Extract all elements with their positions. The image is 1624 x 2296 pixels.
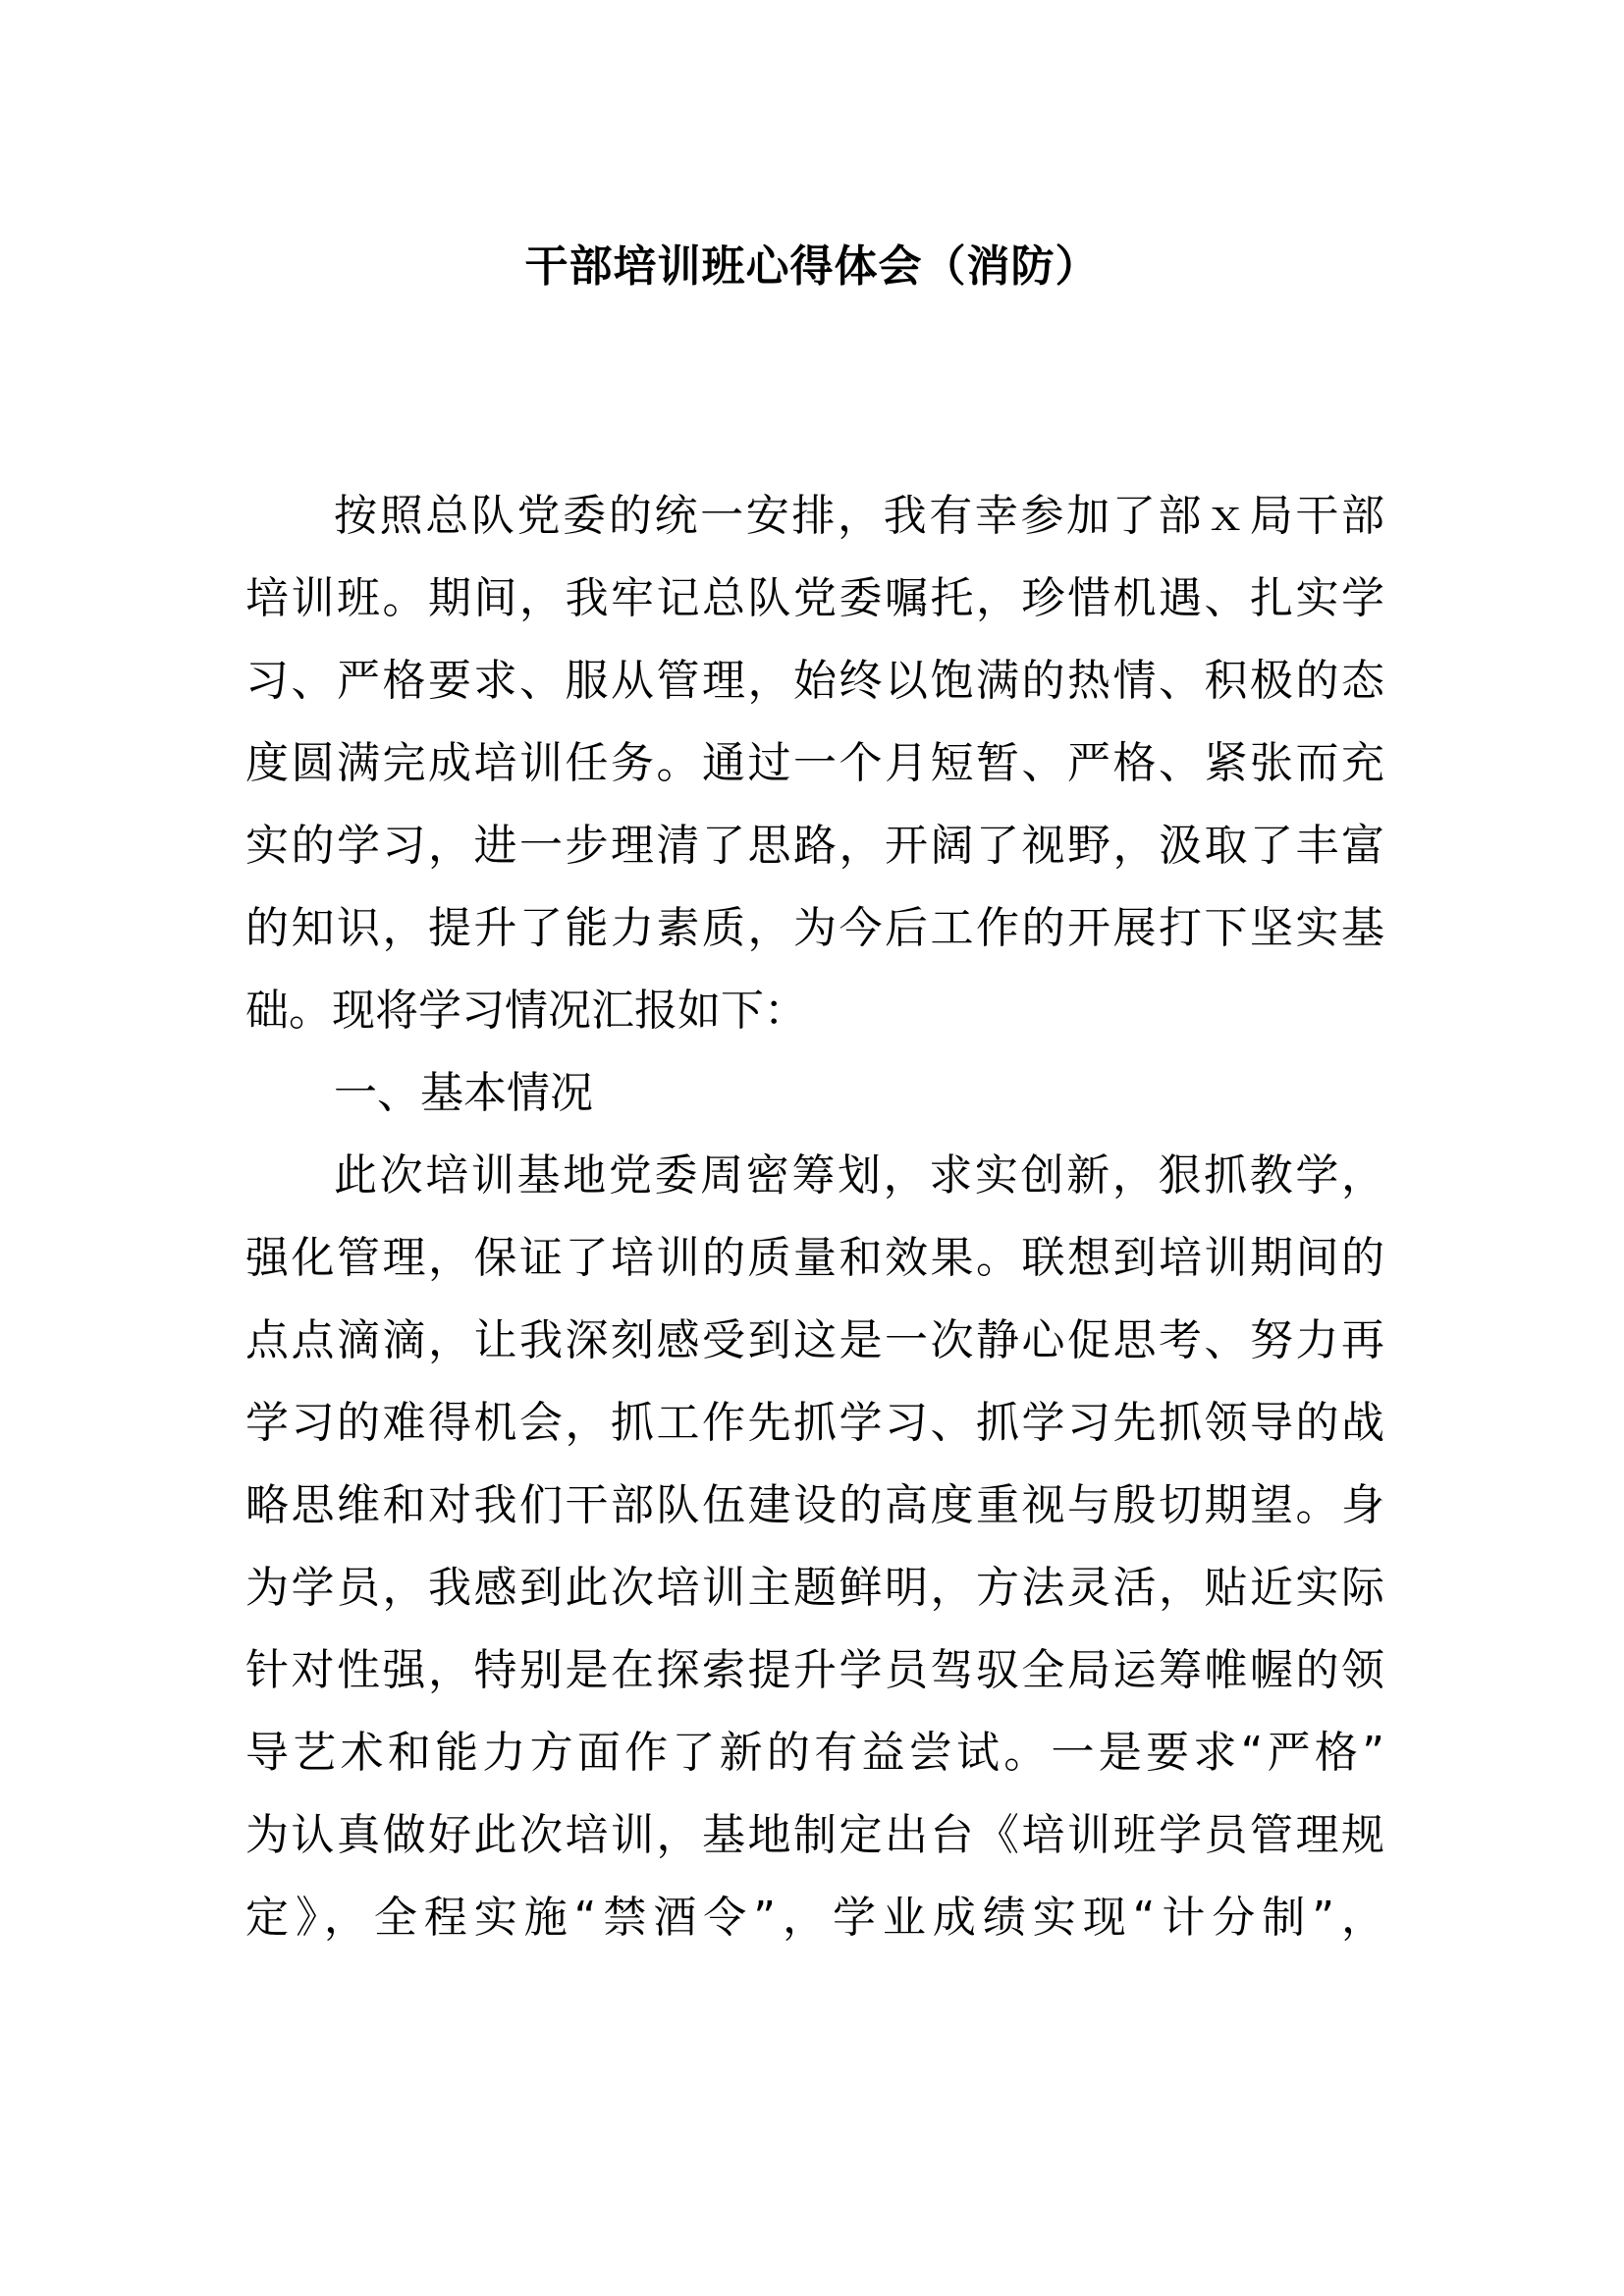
paragraph-line-2: 培训班。期间，我牢记总队党委嘱托，珍惜机遇、扎实学 (245, 573, 1384, 623)
paragraph-line-18: 定》，全程实施“禁酒令”，学业成绩实现“计分制”， (245, 1893, 1384, 1943)
paragraph-line-15: 针对性强，特别是在探索提升学员驾驭全局运筹帷幄的领 (245, 1645, 1384, 1695)
paragraph-line-7: 础。现将学习情况汇报如下： (245, 986, 807, 1036)
paragraph-line-6: 的知识，提升了能力素质，为今后工作的开展打下坚实基 (245, 903, 1384, 953)
paragraph-line-5: 实的学习，进一步理清了思路，开阔了视野，汲取了丰富 (245, 821, 1384, 871)
paragraph-line-11: 点点滴滴，让我深刻感受到这是一次静心促思考、努力再 (245, 1315, 1384, 1365)
paragraph-line-13: 略思维和对我们干部队伍建设的高度重视与殷切期望。身 (245, 1480, 1384, 1530)
paragraph-line-3: 习、严格要求、服从管理，始终以饱满的热情、积极的态 (245, 656, 1384, 706)
paragraph-line-16: 导艺术和能力方面作了新的有益尝试。一是要求“严格” (245, 1728, 1384, 1778)
paragraph-line-12: 学习的难得机会，抓工作先抓学习、抓学习先抓领导的战 (245, 1398, 1384, 1448)
paragraph-line-4: 度圆满完成培训任务。通过一个月短暂、严格、紧张而充 (245, 738, 1384, 788)
paragraph-line-10: 强化管理，保证了培训的质量和效果。联想到培训期间的 (245, 1233, 1384, 1283)
paragraph-line-14: 为学员，我感到此次培训主题鲜明，方法灵活，贴近实际 (245, 1563, 1384, 1613)
section-heading: 一、基本情况 (334, 1068, 593, 1118)
paragraph-line-17: 为认真做好此次培训，基地制定出台《培训班学员管理规 (245, 1810, 1384, 1860)
paragraph-line-9: 此次培训基地党委周密筹划，求实创新，狠抓教学， (334, 1150, 1384, 1201)
paragraph-line-1: 按照总队党委的统一安排，我有幸参加了部ｘ局干部 (334, 491, 1384, 541)
document-title: 干部培训班心得体会（消防） (524, 241, 1100, 292)
